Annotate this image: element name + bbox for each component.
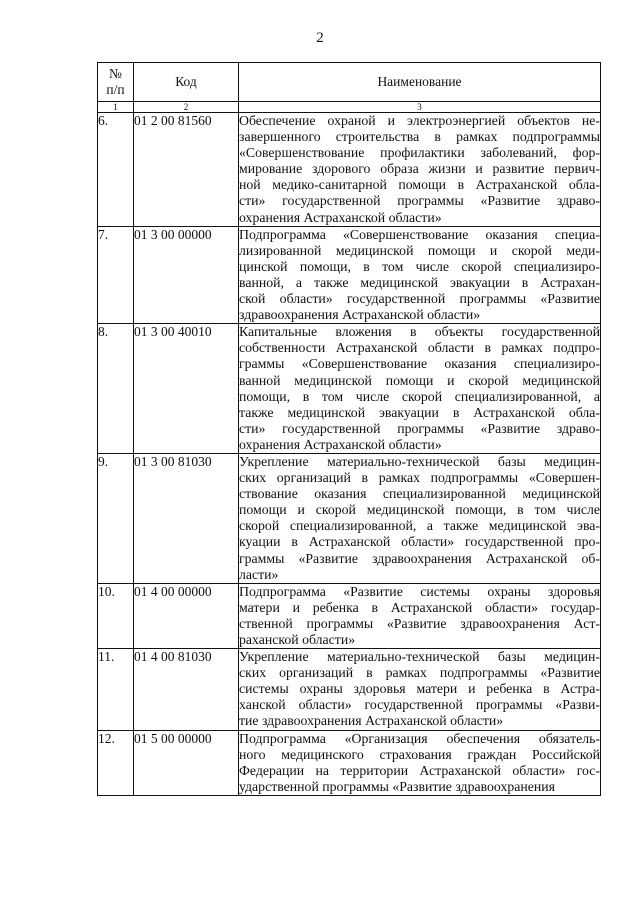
row-name-line: граммы «Развитие здравоохранения Астраханской об- [239, 550, 600, 566]
row-code: 01 3 00 40010 [134, 324, 239, 454]
row-name-line: Укрепление материально-технической базы медицин- [239, 649, 600, 665]
table-body [98, 113, 601, 796]
row-name-line: скорой специализированной, а также медицинской эва- [239, 518, 600, 534]
row-code: 01 3 00 81030 [134, 453, 239, 583]
table-row [98, 324, 601, 454]
table-row [98, 226, 601, 324]
row-name-line: Подпрограмма «Развитие системы охраны здоровья [239, 583, 600, 599]
row-name-line: сти» государственной программы «Развитие здраво- [239, 193, 600, 209]
row-name-line: ских организаций в рамках подпрограммы «Развитие [239, 665, 600, 681]
row-number: 12. [98, 730, 134, 795]
column-index-1: 1 [98, 102, 134, 113]
row-name-line: ласти» [239, 566, 279, 582]
row-name-line: сти» государственной программы «Развитие здраво- [239, 420, 600, 436]
row-name-line: помощи, в том числе скорой специализированной, а [239, 388, 600, 404]
header-num-label: № п/п [106, 66, 125, 97]
row-number: 9. [98, 453, 134, 583]
table-row [98, 113, 601, 227]
table-row [98, 649, 601, 730]
column-index-3: 3 [239, 102, 601, 113]
row-name-line: охранения Астраханской области» [239, 436, 442, 452]
row-name-line: «Совершенствование профилактики заболеваний, фор- [239, 145, 600, 161]
row-name-line: куации в Астраханской области» государственной про- [239, 534, 600, 550]
row-name-line: ной медико-санитарной помощи в Астраханской обла- [239, 177, 600, 193]
row-name [239, 324, 601, 454]
row-name-line: Подпрограмма «Совершенствование оказания специа- [239, 226, 600, 242]
row-name-line: ствование оказания специализированной медицинской [239, 486, 600, 502]
row-code: 01 3 00 00000 [134, 226, 239, 324]
classification-table [97, 62, 601, 796]
row-name-line: Укрепление материально-технической базы медицин- [239, 453, 600, 469]
row-name-line: завершенного строительства в рамках подпрограммы [239, 129, 600, 145]
row-name-line: Федерации на территории Астраханской области» гос- [239, 762, 600, 778]
row-name [239, 113, 601, 227]
row-name-line: мирование здорового образа жизни и развитие первич- [239, 161, 600, 177]
row-number: 8. [98, 324, 134, 454]
row-name-line: системы охраны здоровья матери и ребенка в Астра- [239, 681, 600, 697]
row-name-line: матери и ребенка в Астраханской области» государ- [239, 599, 600, 615]
row-number: 7. [98, 226, 134, 324]
row-name [239, 730, 601, 795]
row-number: 10. [98, 583, 134, 648]
row-code: 01 4 00 00000 [134, 583, 239, 648]
row-name-line: собственности Астраханской области в рамках подпро- [239, 340, 600, 356]
row-name [239, 583, 601, 648]
row-name-line: здравоохранения Астраханской области» [239, 307, 481, 323]
table-row [98, 730, 601, 795]
table-header-row [98, 63, 601, 102]
row-name-line: ванной медицинской помощи и скорой медицинской [239, 372, 600, 388]
row-name-line: цинской помощи, в том числе скорой специализиро- [239, 258, 600, 274]
row-name-line: Капитальные вложения в объекты государственной [239, 324, 600, 340]
row-code: 01 4 00 81030 [134, 649, 239, 730]
column-index-row [98, 102, 601, 113]
row-name-line: Обеспечение охраной и электроэнергией объектов не- [239, 113, 600, 128]
row-name-line: ударственной программы «Развитие здравоохранения [239, 778, 556, 794]
row-name-line: Подпрограмма «Организация обеспечения обязатель- [239, 730, 600, 746]
row-code: 01 2 00 81560 [134, 113, 239, 227]
row-number: 11. [98, 649, 134, 730]
row-name [239, 226, 601, 324]
row-name-line: помощи и скорой медицинской помощи, в том числе [239, 502, 600, 518]
column-index-2: 2 [134, 102, 239, 113]
row-name-line: ханской области» государственной программы «Разви- [239, 697, 600, 713]
row-name-line: граммы «Совершенствование оказания специализиро- [239, 356, 600, 372]
row-name-line: ванной, а также медицинской эвакуации в Астрахан- [239, 274, 600, 290]
row-name-line: лизированной медицинской помощи и скорой меди- [239, 242, 600, 258]
table-row [98, 583, 601, 648]
row-code: 01 5 00 00000 [134, 730, 239, 795]
row-name [239, 453, 601, 583]
row-name-line: тие здравоохранения Астраханской области» [239, 713, 504, 729]
table-row [98, 453, 601, 583]
header-num [98, 63, 134, 102]
row-name-line: ственной программы «Развитие здравоохранения Аст- [239, 615, 600, 631]
row-number: 6. [98, 113, 134, 227]
row-name-line: охранения Астраханской области» [239, 209, 442, 225]
row-name [239, 649, 601, 730]
row-name-line: раханской области» [239, 632, 356, 647]
header-code: Код [134, 63, 239, 102]
row-name-line: ских организаций в рамках подпрограммы «Совершен- [239, 470, 600, 486]
row-name-line: ного медицинского страхования граждан Российской [239, 746, 600, 762]
row-name-line: также медицинской эвакуации в Астраханской обла- [239, 404, 600, 420]
header-name: Наименование [239, 63, 601, 102]
page-number: 2 [316, 30, 324, 46]
row-name-line: ской области» государственной программы «Развитие [239, 291, 600, 307]
